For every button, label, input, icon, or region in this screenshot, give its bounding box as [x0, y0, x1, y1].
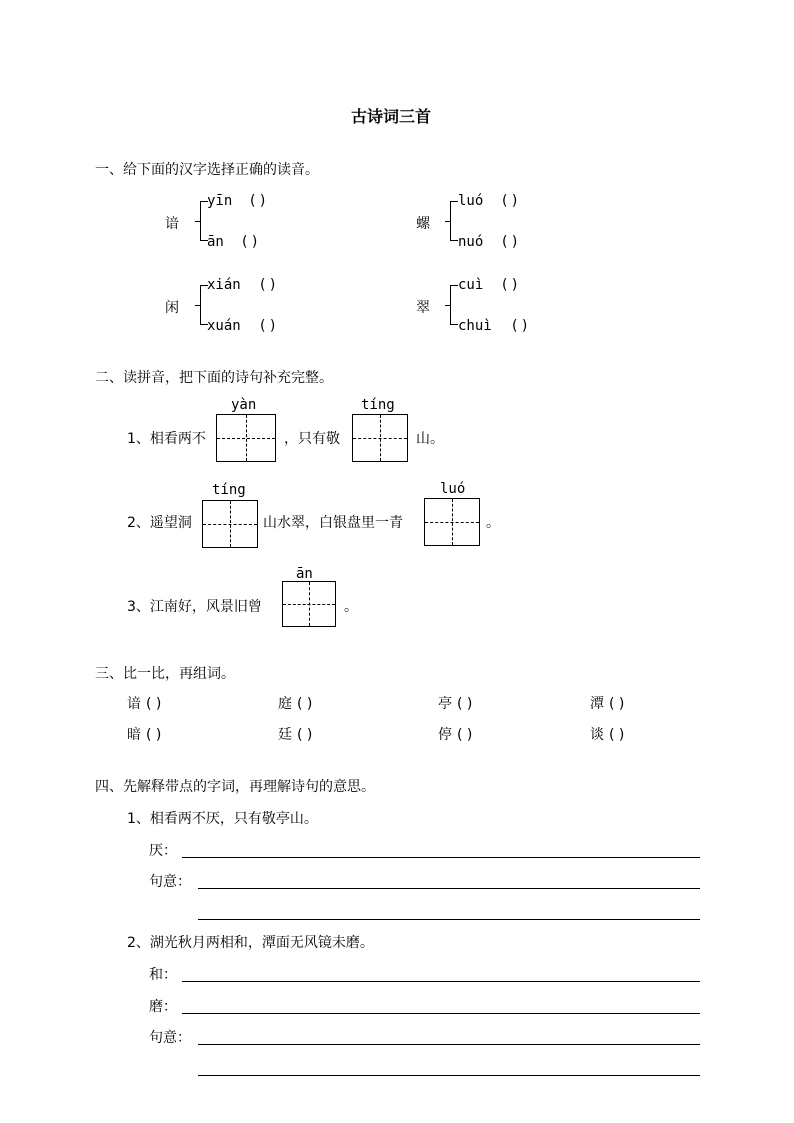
poem-text: 3、江南好，风景旧曾 [127, 599, 262, 615]
pinyin-hint: yàn [231, 397, 257, 413]
answer-line[interactable] [198, 919, 700, 920]
pinyin-char: 翠 [416, 300, 430, 316]
answer-line[interactable] [182, 857, 700, 858]
compare-char: 潭 [590, 696, 604, 712]
meaning-label: 句意： [149, 874, 191, 890]
answer-blank[interactable]: ( ) [242, 234, 258, 250]
pinyin-option: xuán [207, 318, 241, 334]
answer-line[interactable] [198, 888, 700, 889]
pinyin-option: nuó [458, 234, 484, 250]
answer-blank[interactable]: ( ) [512, 318, 528, 334]
answer-blank[interactable]: ( ) [502, 234, 518, 250]
answer-blank[interactable]: ( ) [502, 277, 518, 293]
section3-heading: 三、比一比，再组词。 [95, 666, 235, 682]
poem-line: 1、相看两不厌，只有敬亭山。 [127, 811, 318, 827]
answer-line[interactable] [198, 1075, 700, 1076]
compare-char: 亭 [438, 696, 452, 712]
page-title: 古诗词三首 [351, 107, 432, 126]
compare-char: 廷 [278, 727, 292, 743]
word-blank[interactable]: ( ) [457, 696, 473, 712]
pinyin-option: luó [458, 193, 484, 209]
writing-box[interactable] [352, 414, 408, 462]
pinyin-hint: tíng [361, 397, 395, 413]
compare-char: 庭 [278, 696, 292, 712]
word-blank[interactable]: ( ) [146, 727, 162, 743]
answer-blank[interactable]: ( ) [260, 318, 276, 334]
answer-blank[interactable]: ( ) [250, 193, 266, 209]
poem-text: 。 [344, 599, 358, 615]
word-blank[interactable]: ( ) [297, 696, 313, 712]
word-label: 厌： [149, 843, 177, 859]
writing-box[interactable] [282, 581, 336, 627]
word-blank[interactable]: ( ) [609, 727, 625, 743]
poem-text: 1、相看两不 [127, 431, 206, 447]
poem-text: ，只有敬 [284, 431, 340, 447]
poem-text: 。 [486, 515, 500, 531]
compare-char: 谙 [127, 696, 141, 712]
pinyin-option: cuì [458, 277, 484, 293]
compare-char: 停 [438, 727, 452, 743]
pinyin-hint: ān [296, 566, 313, 582]
answer-line[interactable] [182, 981, 700, 982]
word-label: 和： [149, 967, 177, 983]
answer-line[interactable] [198, 1044, 700, 1045]
answer-blank[interactable]: ( ) [260, 277, 276, 293]
poem-line: 2、湖光秋月两相和，潭面无风镜未磨。 [127, 935, 374, 951]
compare-char: 谈 [590, 727, 604, 743]
writing-box[interactable] [216, 414, 276, 462]
pinyin-char: 闲 [165, 300, 179, 316]
pinyin-char: 螺 [416, 216, 430, 232]
writing-box[interactable] [202, 500, 258, 548]
meaning-label: 句意： [149, 1030, 191, 1046]
section2-heading: 二、读拼音，把下面的诗句补充完整。 [95, 370, 333, 386]
pinyin-char: 谙 [165, 216, 179, 232]
word-blank[interactable]: ( ) [457, 727, 473, 743]
answer-blank[interactable]: ( ) [502, 193, 518, 209]
brace [450, 201, 458, 241]
pinyin-option: xián [207, 277, 241, 293]
poem-text: 2、遥望洞 [127, 515, 192, 531]
writing-box[interactable] [424, 498, 480, 546]
section1-heading: 一、给下面的汉字选择正确的读音。 [95, 162, 319, 178]
pinyin-hint: tíng [212, 482, 246, 498]
pinyin-option: chuì [458, 318, 492, 334]
pinyin-option: yīn [207, 193, 233, 209]
word-blank[interactable]: ( ) [609, 696, 625, 712]
poem-text: 山。 [416, 431, 444, 447]
pinyin-hint: luó [440, 481, 466, 497]
answer-line[interactable] [182, 1013, 700, 1014]
section4-heading: 四、先解释带点的字词，再理解诗句的意思。 [95, 779, 375, 795]
word-blank[interactable]: ( ) [146, 696, 162, 712]
poem-text: 山水翠，白银盘里一青 [263, 515, 403, 531]
pinyin-option: ān [207, 234, 224, 250]
compare-char: 暗 [127, 727, 141, 743]
word-blank[interactable]: ( ) [297, 727, 313, 743]
word-label: 磨： [149, 999, 177, 1015]
brace [450, 285, 458, 325]
